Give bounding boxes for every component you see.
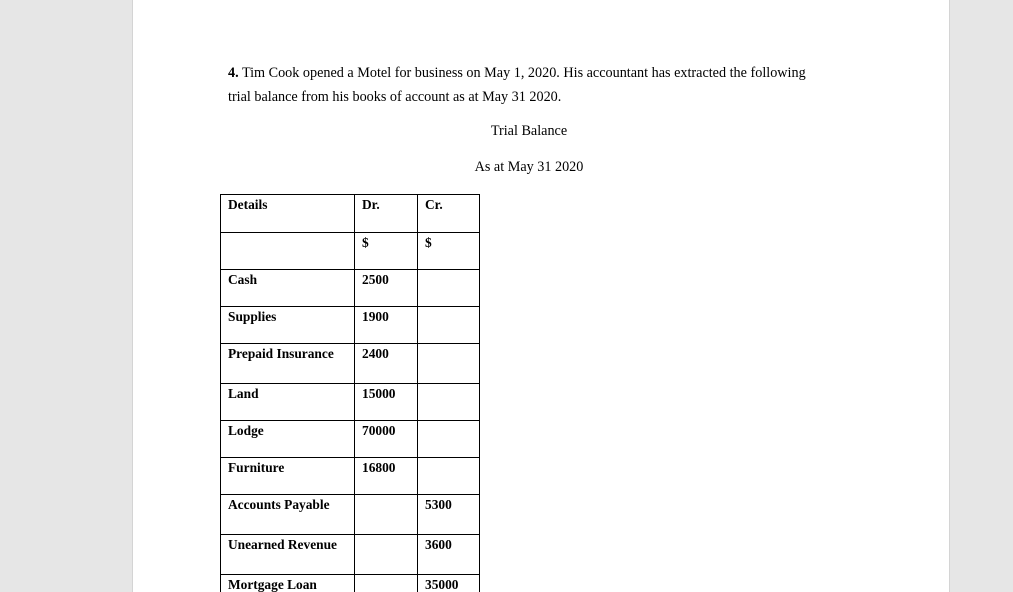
- row-details: Furniture: [221, 458, 355, 495]
- row-cr: [418, 458, 480, 495]
- question-line-1: [228, 61, 868, 85]
- table-row: [221, 384, 480, 421]
- row-cr: 3600: [418, 535, 480, 575]
- question-paragraph: [228, 61, 868, 109]
- trial-balance-table: [220, 194, 480, 592]
- row-details: Accounts Payable: [221, 495, 355, 535]
- row-details: Lodge: [221, 421, 355, 458]
- row-cr: [418, 344, 480, 384]
- question-line-2: trial balance from his books of account as at May 31 2020.: [228, 89, 562, 105]
- row-cr: [418, 421, 480, 458]
- question-number: 4.: [228, 65, 239, 81]
- table-row: [221, 535, 480, 575]
- table-row: [221, 495, 480, 535]
- row-details: Prepaid Insurance: [221, 344, 355, 384]
- row-cr: 35000: [418, 575, 480, 592]
- currency-dr: $: [355, 233, 418, 270]
- table-row: [221, 307, 480, 344]
- row-dr: 70000: [355, 421, 418, 458]
- row-dr: [355, 495, 418, 535]
- row-details: Supplies: [221, 307, 355, 344]
- table-header-row: [221, 195, 480, 233]
- header-cr: Cr.: [418, 195, 480, 233]
- row-cr: [418, 307, 480, 344]
- table-row: [221, 458, 480, 495]
- row-dr: [355, 535, 418, 575]
- question-text-1: Tim Cook opened a Motel for business on May 1, 2020. His accountant has extracted the following: [241, 65, 806, 81]
- document-page: [132, 0, 950, 592]
- table-row: [221, 421, 480, 458]
- statement-date: As at May 31 2020: [474, 159, 584, 175]
- row-dr: 16800: [355, 458, 418, 495]
- header-dr: Dr.: [355, 195, 418, 233]
- table-row: [221, 344, 480, 384]
- row-dr: 2400: [355, 344, 418, 384]
- row-details: Land: [221, 384, 355, 421]
- row-dr: 1900: [355, 307, 418, 344]
- currency-cr: $: [418, 233, 480, 270]
- currency-details-cell: [221, 233, 355, 270]
- header-details: Details: [221, 195, 355, 233]
- row-cr: [418, 384, 480, 421]
- row-dr: 15000: [355, 384, 418, 421]
- row-cr: [418, 270, 480, 307]
- currency-row: [221, 233, 480, 270]
- row-details: Mortgage Loan: [221, 575, 355, 592]
- row-dr: 2500: [355, 270, 418, 307]
- row-cr: 5300: [418, 495, 480, 535]
- row-details: Cash: [221, 270, 355, 307]
- row-dr: [355, 575, 418, 592]
- table-row: [221, 270, 480, 307]
- statement-title: Trial Balance: [490, 123, 568, 139]
- table-row: [221, 575, 480, 592]
- row-details: Unearned Revenue: [221, 535, 355, 575]
